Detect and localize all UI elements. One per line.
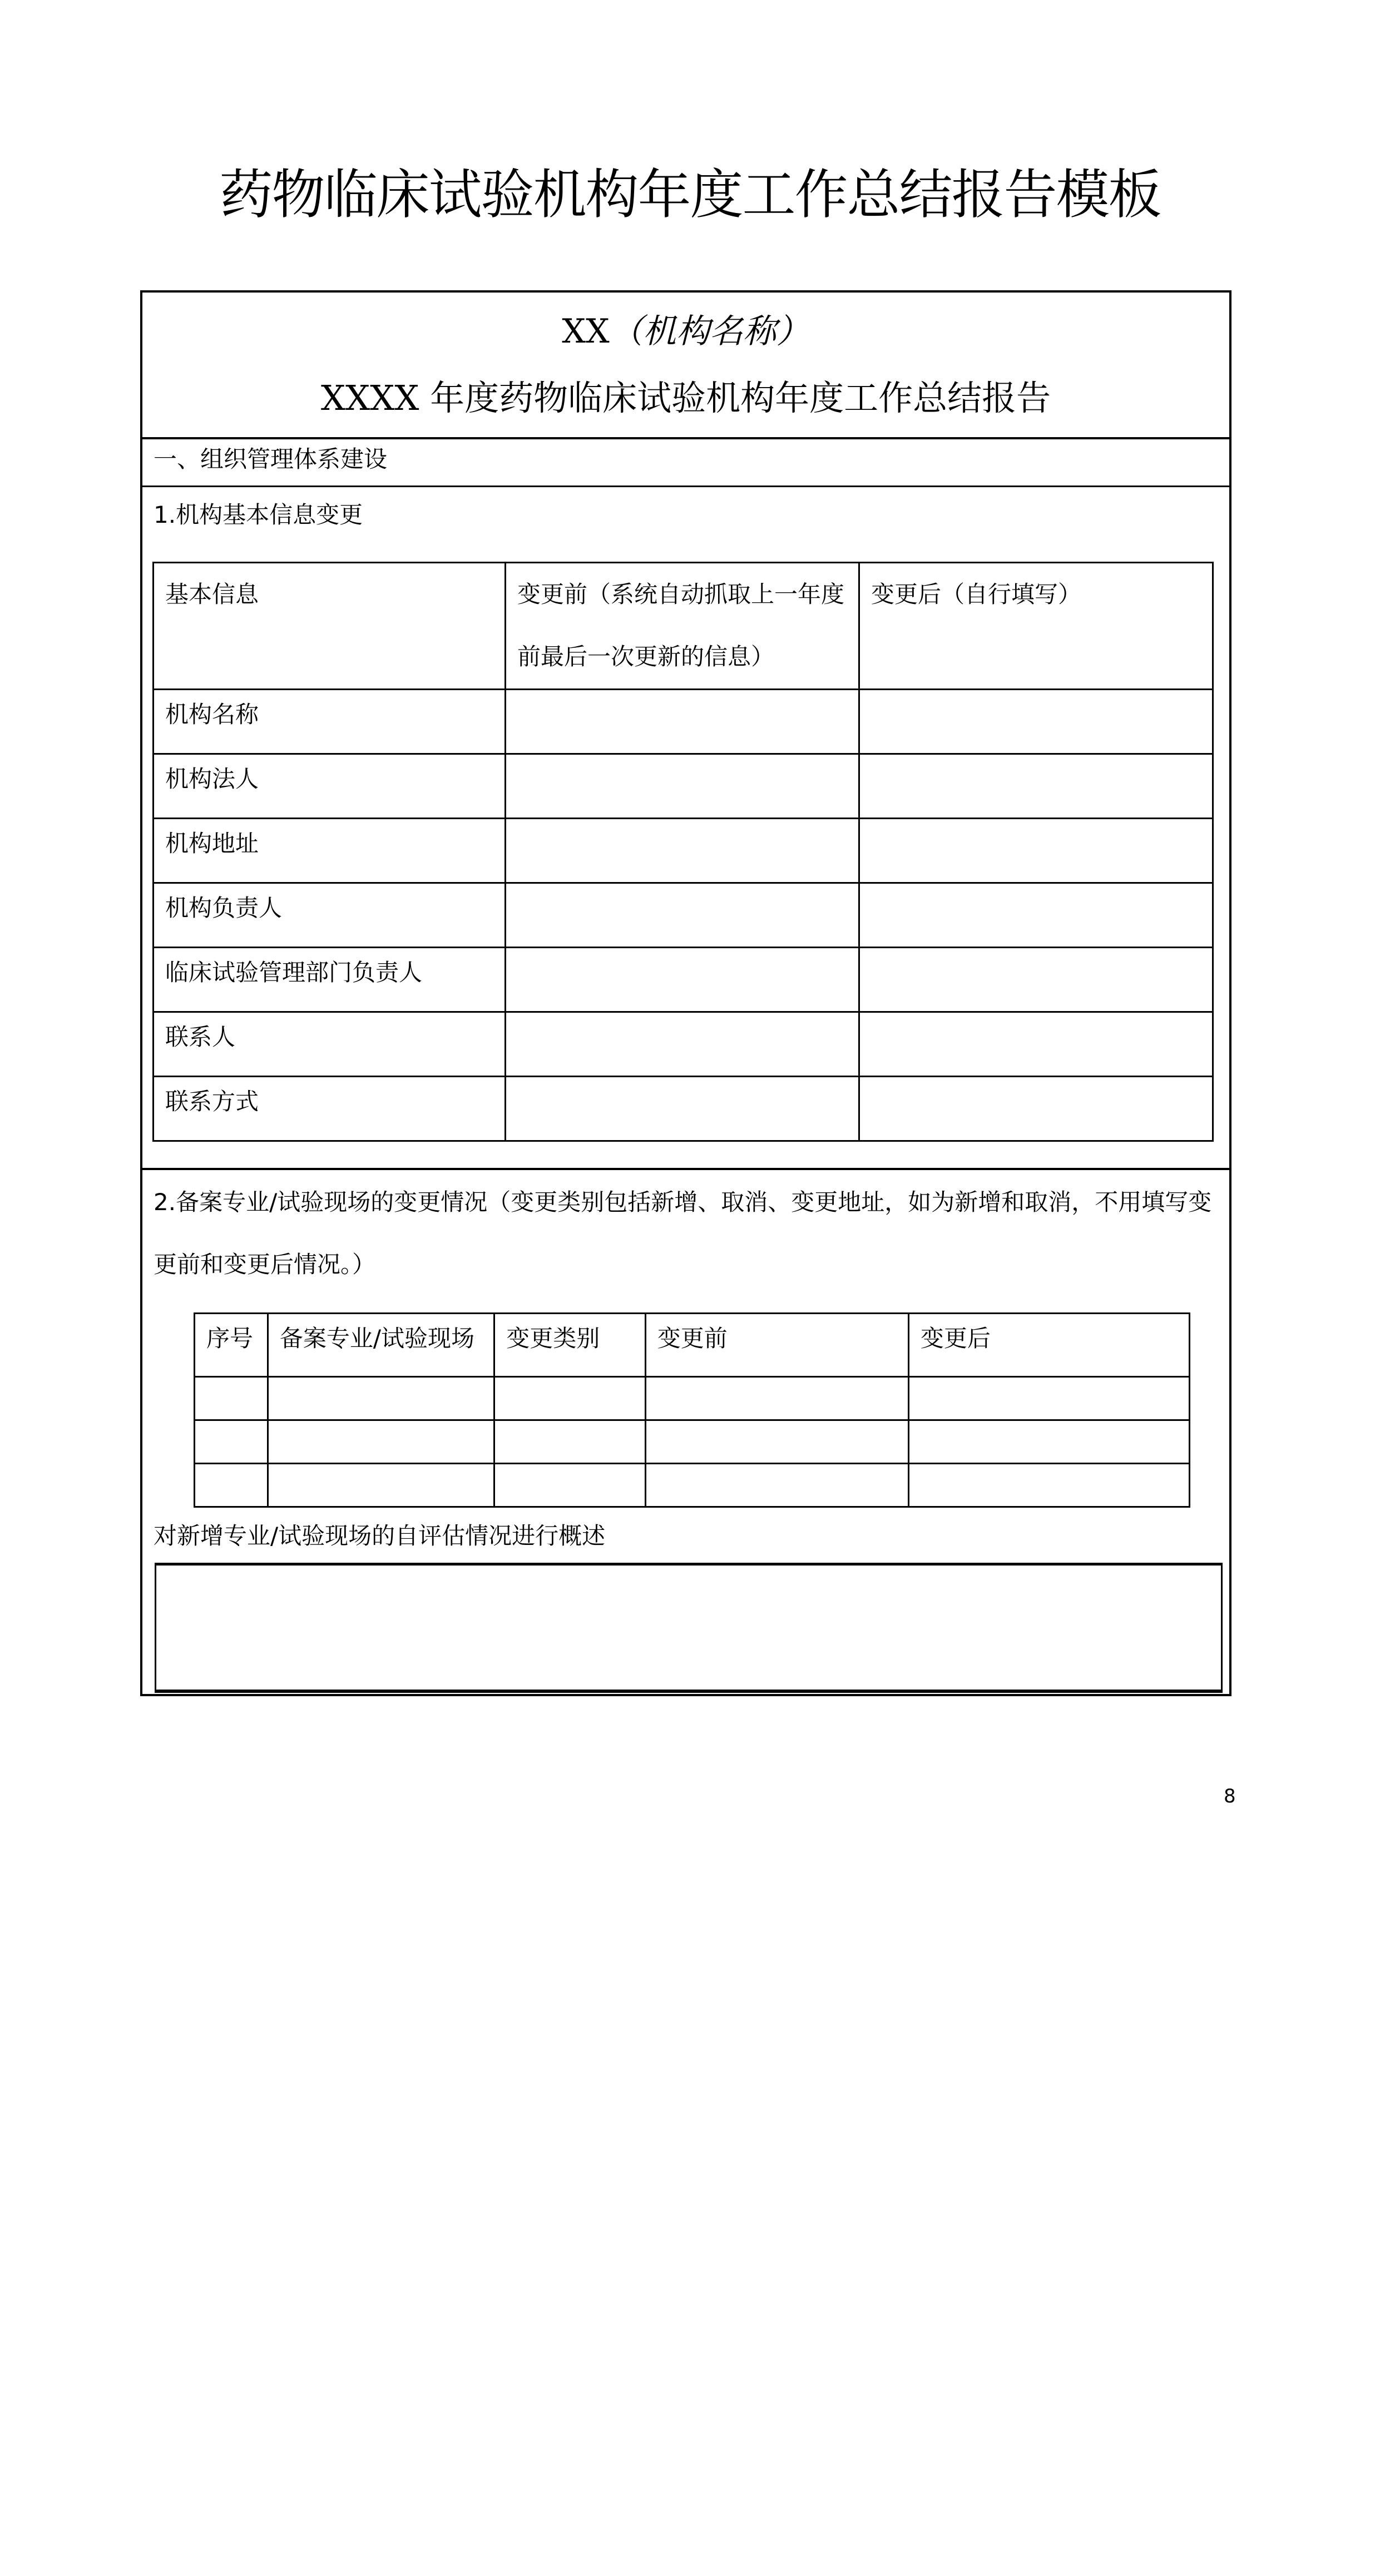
- report-title: XXXX 年度药物临床试验机构年度工作总结报告: [320, 378, 1051, 418]
- table-row: [154, 819, 1213, 883]
- org-name-placeholder: （机构名称）: [609, 312, 810, 351]
- table-cell[interactable]: [195, 1420, 268, 1464]
- org-prefix: XX: [562, 312, 610, 351]
- table-cell[interactable]: [645, 1420, 908, 1464]
- after-cell[interactable]: [859, 754, 1213, 819]
- org-name-line: [142, 298, 1229, 365]
- after-cell[interactable]: [859, 1012, 1213, 1077]
- table-cell[interactable]: [268, 1464, 494, 1507]
- column-header: 基本信息: [154, 563, 506, 690]
- after-cell[interactable]: [859, 690, 1213, 754]
- table-cell[interactable]: [494, 1420, 646, 1464]
- row-label: 联系方式: [154, 1077, 506, 1141]
- column-header: 变更后（自行填写）: [859, 563, 1213, 690]
- column-header: 备案专业/试验现场: [268, 1314, 494, 1377]
- after-cell[interactable]: [859, 1077, 1213, 1141]
- before-cell[interactable]: [505, 948, 859, 1012]
- subsection-heading-basic-info: 1.机构基本信息变更: [154, 501, 363, 528]
- before-cell[interactable]: [505, 754, 859, 819]
- after-cell[interactable]: [859, 948, 1213, 1012]
- table-row: [154, 1077, 1213, 1141]
- table-header-row: [154, 563, 1213, 690]
- page-number: 8: [1224, 1785, 1236, 1807]
- table-row: [154, 948, 1213, 1012]
- column-header: 变更后: [908, 1314, 1189, 1377]
- report-form: [140, 290, 1231, 1696]
- table-cell[interactable]: [908, 1420, 1189, 1464]
- summary-input-box[interactable]: [155, 1563, 1223, 1693]
- before-cell[interactable]: [505, 819, 859, 883]
- row-label: 机构法人: [154, 754, 506, 819]
- table-row: [154, 883, 1213, 948]
- report-header: [142, 293, 1229, 439]
- table-cell[interactable]: [908, 1464, 1189, 1507]
- table-cell[interactable]: [494, 1464, 646, 1507]
- after-cell[interactable]: [859, 819, 1213, 883]
- table-cell[interactable]: [268, 1377, 494, 1420]
- summary-label: 对新增专业/试验现场的自评估情况进行概述: [154, 1522, 606, 1549]
- column-header: 变更前（系统自动抓取上一年度前最后一次更新的信息）: [505, 563, 859, 690]
- table-row: [154, 1012, 1213, 1077]
- table-row: [154, 690, 1213, 754]
- after-cell[interactable]: [859, 883, 1213, 948]
- before-cell[interactable]: [505, 1077, 859, 1141]
- column-header: 变更前: [645, 1314, 908, 1377]
- table-cell[interactable]: [494, 1377, 646, 1420]
- site-change-table: [194, 1312, 1190, 1508]
- table-cell[interactable]: [268, 1420, 494, 1464]
- basic-info-change-table: [152, 562, 1214, 1142]
- before-cell[interactable]: [505, 883, 859, 948]
- subsection-heading-site-changes: 2.备案专业/试验现场的变更情况（变更类别包括新增、取消、变更地址，如为新增和取消，不用填写变更前和变更后情况。）: [154, 1188, 1212, 1278]
- table-header-row: [195, 1314, 1190, 1377]
- table-cell[interactable]: [645, 1464, 908, 1507]
- column-header: 变更类别: [494, 1314, 646, 1377]
- table-cell[interactable]: [908, 1377, 1189, 1420]
- before-cell[interactable]: [505, 1012, 859, 1077]
- table-cell[interactable]: [195, 1464, 268, 1507]
- row-label: 联系人: [154, 1012, 506, 1077]
- table-row: [195, 1464, 1190, 1507]
- table-row: [195, 1420, 1190, 1464]
- row-label: 机构地址: [154, 819, 506, 883]
- table-row: [154, 754, 1213, 819]
- row-label: 机构名称: [154, 690, 506, 754]
- row-label: 机构负责人: [154, 883, 506, 948]
- table-cell[interactable]: [645, 1377, 908, 1420]
- page-title: 药物临床试验机构年度工作总结报告模板: [219, 164, 1161, 226]
- table-cell[interactable]: [195, 1377, 268, 1420]
- table-row: [195, 1377, 1190, 1420]
- before-cell[interactable]: [505, 690, 859, 754]
- row-label: 临床试验管理部门负责人: [154, 948, 506, 1012]
- column-header: 序号: [195, 1314, 268, 1377]
- section-heading-org-management: 一、组织管理体系建设: [142, 439, 1229, 487]
